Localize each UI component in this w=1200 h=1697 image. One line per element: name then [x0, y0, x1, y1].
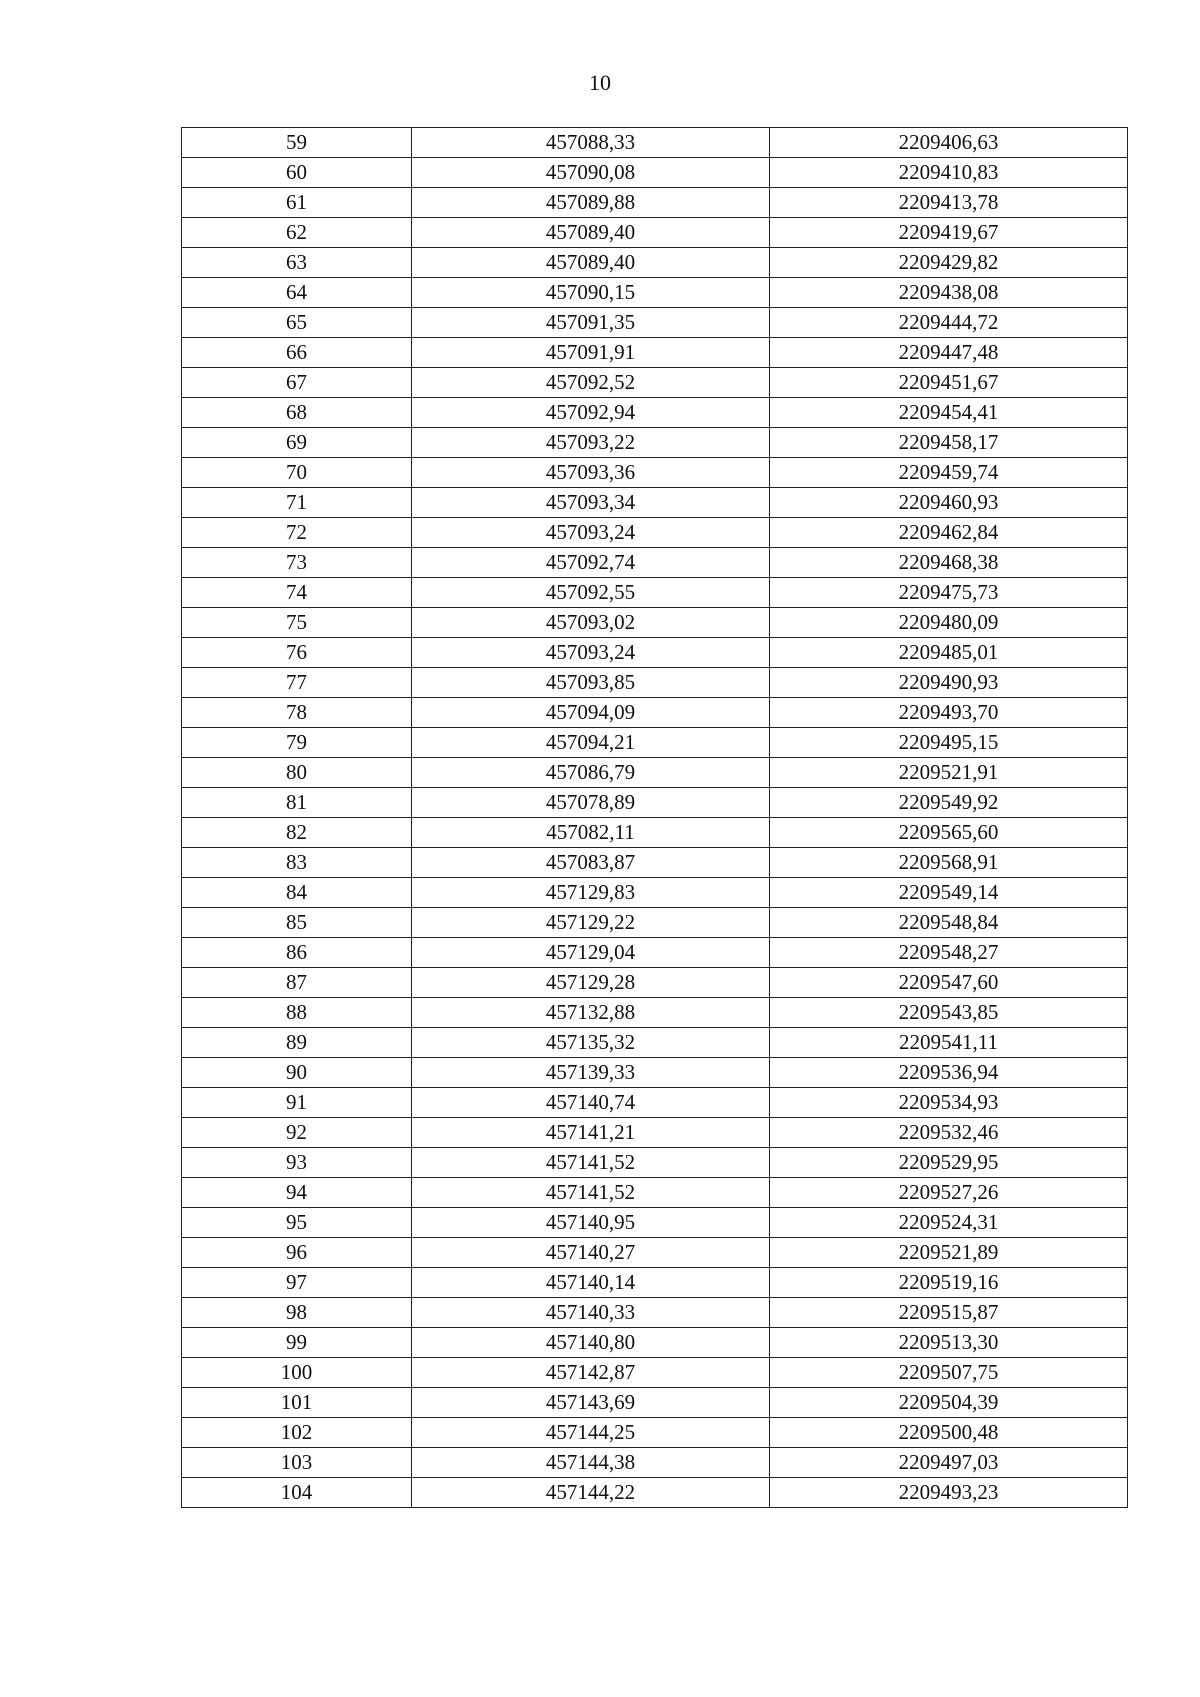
point-number-cell: 79: [182, 728, 412, 758]
y-coordinate-cell: 2209419,67: [770, 218, 1128, 248]
y-coordinate-cell: 2209475,73: [770, 578, 1128, 608]
point-number-cell: 78: [182, 698, 412, 728]
point-number-cell: 102: [182, 1418, 412, 1448]
x-coordinate-cell: 457082,11: [412, 818, 770, 848]
table-row: [182, 1418, 1128, 1448]
x-coordinate-cell: 457091,91: [412, 338, 770, 368]
point-number-cell: 83: [182, 848, 412, 878]
x-coordinate-cell: 457144,25: [412, 1418, 770, 1448]
table-row: [182, 218, 1128, 248]
x-coordinate-cell: 457140,33: [412, 1298, 770, 1328]
point-number-cell: 96: [182, 1238, 412, 1268]
y-coordinate-cell: 2209429,82: [770, 248, 1128, 278]
table-row: [182, 1118, 1128, 1148]
coordinates-table: [181, 127, 1128, 1508]
y-coordinate-cell: 2209495,15: [770, 728, 1128, 758]
table-row: [182, 1238, 1128, 1268]
table-row: [182, 968, 1128, 998]
point-number-cell: 99: [182, 1328, 412, 1358]
y-coordinate-cell: 2209519,16: [770, 1268, 1128, 1298]
table-row: [182, 848, 1128, 878]
y-coordinate-cell: 2209543,85: [770, 998, 1128, 1028]
x-coordinate-cell: 457140,80: [412, 1328, 770, 1358]
point-number-cell: 100: [182, 1358, 412, 1388]
y-coordinate-cell: 2209458,17: [770, 428, 1128, 458]
x-coordinate-cell: 457083,87: [412, 848, 770, 878]
x-coordinate-cell: 457140,27: [412, 1238, 770, 1268]
x-coordinate-cell: 457140,95: [412, 1208, 770, 1238]
y-coordinate-cell: 2209493,23: [770, 1478, 1128, 1508]
x-coordinate-cell: 457135,32: [412, 1028, 770, 1058]
x-coordinate-cell: 457140,74: [412, 1088, 770, 1118]
x-coordinate-cell: 457093,24: [412, 518, 770, 548]
y-coordinate-cell: 2209548,27: [770, 938, 1128, 968]
point-number-cell: 97: [182, 1268, 412, 1298]
x-coordinate-cell: 457092,74: [412, 548, 770, 578]
table-row: [182, 398, 1128, 428]
table-row: [182, 668, 1128, 698]
y-coordinate-cell: 2209447,48: [770, 338, 1128, 368]
x-coordinate-cell: 457139,33: [412, 1058, 770, 1088]
point-number-cell: 74: [182, 578, 412, 608]
point-number-cell: 68: [182, 398, 412, 428]
y-coordinate-cell: 2209524,31: [770, 1208, 1128, 1238]
point-number-cell: 76: [182, 638, 412, 668]
y-coordinate-cell: 2209480,09: [770, 608, 1128, 638]
point-number-cell: 71: [182, 488, 412, 518]
x-coordinate-cell: 457093,85: [412, 668, 770, 698]
x-coordinate-cell: 457090,15: [412, 278, 770, 308]
point-number-cell: 70: [182, 458, 412, 488]
x-coordinate-cell: 457089,40: [412, 248, 770, 278]
y-coordinate-cell: 2209565,60: [770, 818, 1128, 848]
table-row: [182, 308, 1128, 338]
table-row: [182, 938, 1128, 968]
table-row: [182, 818, 1128, 848]
x-coordinate-cell: 457094,21: [412, 728, 770, 758]
point-number-cell: 62: [182, 218, 412, 248]
y-coordinate-cell: 2209413,78: [770, 188, 1128, 218]
point-number-cell: 85: [182, 908, 412, 938]
point-number-cell: 63: [182, 248, 412, 278]
x-coordinate-cell: 457144,38: [412, 1448, 770, 1478]
y-coordinate-cell: 2209485,01: [770, 638, 1128, 668]
table-row: [182, 608, 1128, 638]
table-row: [182, 158, 1128, 188]
x-coordinate-cell: 457092,55: [412, 578, 770, 608]
point-number-cell: 77: [182, 668, 412, 698]
table-row: [182, 638, 1128, 668]
point-number-cell: 94: [182, 1178, 412, 1208]
table-row: [182, 698, 1128, 728]
point-number-cell: 64: [182, 278, 412, 308]
table-row: [182, 548, 1128, 578]
y-coordinate-cell: 2209451,67: [770, 368, 1128, 398]
x-coordinate-cell: 457091,35: [412, 308, 770, 338]
point-number-cell: 88: [182, 998, 412, 1028]
y-coordinate-cell: 2209406,63: [770, 128, 1128, 158]
point-number-cell: 72: [182, 518, 412, 548]
point-number-cell: 86: [182, 938, 412, 968]
table-row: [182, 728, 1128, 758]
y-coordinate-cell: 2209527,26: [770, 1178, 1128, 1208]
y-coordinate-cell: 2209438,08: [770, 278, 1128, 308]
point-number-cell: 101: [182, 1388, 412, 1418]
x-coordinate-cell: 457092,52: [412, 368, 770, 398]
table-row: [182, 1388, 1128, 1418]
table-row: [182, 428, 1128, 458]
y-coordinate-cell: 2209507,75: [770, 1358, 1128, 1388]
table-row: [182, 518, 1128, 548]
table-row: [182, 1268, 1128, 1298]
y-coordinate-cell: 2209568,91: [770, 848, 1128, 878]
y-coordinate-cell: 2209504,39: [770, 1388, 1128, 1418]
table-row: [182, 1088, 1128, 1118]
point-number-cell: 69: [182, 428, 412, 458]
table-row: [182, 248, 1128, 278]
page-number: 10: [589, 70, 611, 95]
point-number-cell: 89: [182, 1028, 412, 1058]
x-coordinate-cell: 457089,40: [412, 218, 770, 248]
point-number-cell: 84: [182, 878, 412, 908]
point-number-cell: 90: [182, 1058, 412, 1088]
table-row: [182, 1148, 1128, 1178]
table-row: [182, 1028, 1128, 1058]
table-row: [182, 1328, 1128, 1358]
x-coordinate-cell: 457093,22: [412, 428, 770, 458]
x-coordinate-cell: 457129,83: [412, 878, 770, 908]
x-coordinate-cell: 457129,22: [412, 908, 770, 938]
point-number-cell: 87: [182, 968, 412, 998]
table-row: [182, 458, 1128, 488]
point-number-cell: 73: [182, 548, 412, 578]
table-row: [182, 488, 1128, 518]
table-row: [182, 278, 1128, 308]
y-coordinate-cell: 2209460,93: [770, 488, 1128, 518]
table-row: [182, 1478, 1128, 1508]
y-coordinate-cell: 2209454,41: [770, 398, 1128, 428]
y-coordinate-cell: 2209490,93: [770, 668, 1128, 698]
y-coordinate-cell: 2209536,94: [770, 1058, 1128, 1088]
x-coordinate-cell: 457078,89: [412, 788, 770, 818]
y-coordinate-cell: 2209549,14: [770, 878, 1128, 908]
table-row: [182, 1448, 1128, 1478]
y-coordinate-cell: 2209529,95: [770, 1148, 1128, 1178]
table-row: [182, 878, 1128, 908]
y-coordinate-cell: 2209521,89: [770, 1238, 1128, 1268]
x-coordinate-cell: 457141,52: [412, 1148, 770, 1178]
x-coordinate-cell: 457140,14: [412, 1268, 770, 1298]
table-row: [182, 908, 1128, 938]
y-coordinate-cell: 2209532,46: [770, 1118, 1128, 1148]
x-coordinate-cell: 457093,34: [412, 488, 770, 518]
point-number-cell: 67: [182, 368, 412, 398]
x-coordinate-cell: 457088,33: [412, 128, 770, 158]
table-row: [182, 1058, 1128, 1088]
table-row: [182, 578, 1128, 608]
x-coordinate-cell: 457129,28: [412, 968, 770, 998]
y-coordinate-cell: 2209548,84: [770, 908, 1128, 938]
x-coordinate-cell: 457089,88: [412, 188, 770, 218]
y-coordinate-cell: 2209468,38: [770, 548, 1128, 578]
table-row: [182, 1208, 1128, 1238]
coordinates-table-body: [182, 128, 1128, 1508]
table-row: [182, 338, 1128, 368]
y-coordinate-cell: 2209493,70: [770, 698, 1128, 728]
y-coordinate-cell: 2209541,11: [770, 1028, 1128, 1058]
table-row: [182, 758, 1128, 788]
x-coordinate-cell: 457141,21: [412, 1118, 770, 1148]
y-coordinate-cell: 2209549,92: [770, 788, 1128, 818]
x-coordinate-cell: 457141,52: [412, 1178, 770, 1208]
point-number-cell: 61: [182, 188, 412, 218]
y-coordinate-cell: 2209444,72: [770, 308, 1128, 338]
point-number-cell: 75: [182, 608, 412, 638]
point-number-cell: 80: [182, 758, 412, 788]
point-number-cell: 103: [182, 1448, 412, 1478]
x-coordinate-cell: 457132,88: [412, 998, 770, 1028]
x-coordinate-cell: 457090,08: [412, 158, 770, 188]
point-number-cell: 92: [182, 1118, 412, 1148]
y-coordinate-cell: 2209513,30: [770, 1328, 1128, 1358]
y-coordinate-cell: 2209521,91: [770, 758, 1128, 788]
point-number-cell: 59: [182, 128, 412, 158]
x-coordinate-cell: 457144,22: [412, 1478, 770, 1508]
point-number-cell: 65: [182, 308, 412, 338]
table-row: [182, 368, 1128, 398]
x-coordinate-cell: 457143,69: [412, 1388, 770, 1418]
x-coordinate-cell: 457092,94: [412, 398, 770, 428]
y-coordinate-cell: 2209500,48: [770, 1418, 1128, 1448]
x-coordinate-cell: 457094,09: [412, 698, 770, 728]
point-number-cell: 93: [182, 1148, 412, 1178]
point-number-cell: 104: [182, 1478, 412, 1508]
y-coordinate-cell: 2209497,03: [770, 1448, 1128, 1478]
point-number-cell: 66: [182, 338, 412, 368]
table-row: [182, 1178, 1128, 1208]
x-coordinate-cell: 457093,24: [412, 638, 770, 668]
y-coordinate-cell: 2209515,87: [770, 1298, 1128, 1328]
y-coordinate-cell: 2209462,84: [770, 518, 1128, 548]
y-coordinate-cell: 2209459,74: [770, 458, 1128, 488]
point-number-cell: 82: [182, 818, 412, 848]
point-number-cell: 95: [182, 1208, 412, 1238]
table-row: [182, 1358, 1128, 1388]
table-row: [182, 788, 1128, 818]
table-row: [182, 128, 1128, 158]
y-coordinate-cell: 2209534,93: [770, 1088, 1128, 1118]
table-row: [182, 998, 1128, 1028]
x-coordinate-cell: 457142,87: [412, 1358, 770, 1388]
x-coordinate-cell: 457093,36: [412, 458, 770, 488]
point-number-cell: 81: [182, 788, 412, 818]
x-coordinate-cell: 457093,02: [412, 608, 770, 638]
table-row: [182, 188, 1128, 218]
x-coordinate-cell: 457086,79: [412, 758, 770, 788]
y-coordinate-cell: 2209547,60: [770, 968, 1128, 998]
table-row: [182, 1298, 1128, 1328]
y-coordinate-cell: 2209410,83: [770, 158, 1128, 188]
x-coordinate-cell: 457129,04: [412, 938, 770, 968]
point-number-cell: 91: [182, 1088, 412, 1118]
point-number-cell: 60: [182, 158, 412, 188]
point-number-cell: 98: [182, 1298, 412, 1328]
